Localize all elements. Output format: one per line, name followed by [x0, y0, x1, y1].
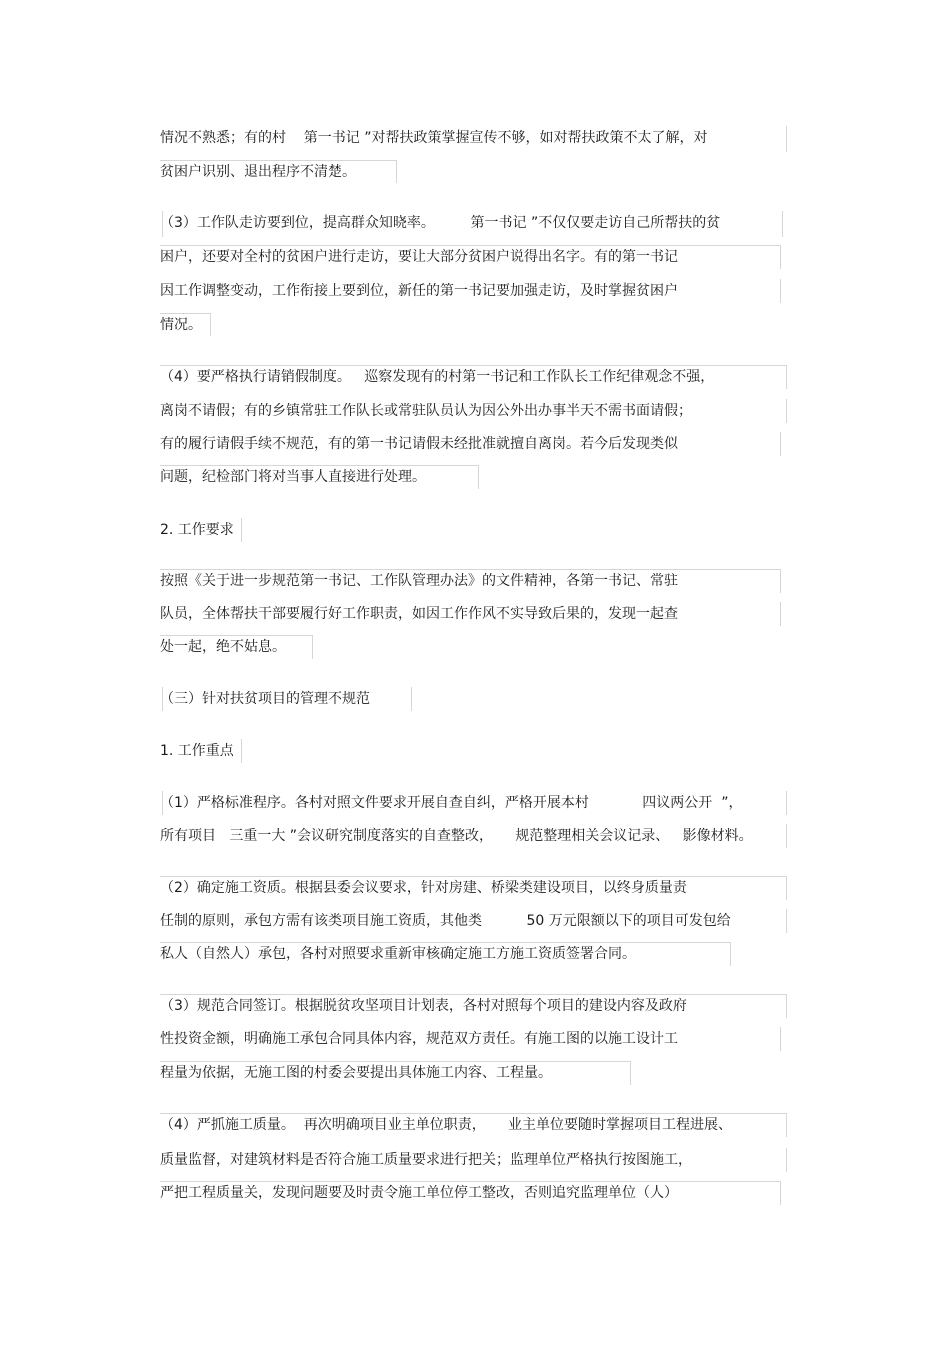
- scan-artifact-rule: [786, 1113, 787, 1137]
- scan-artifact-rule: [780, 1027, 781, 1051]
- scan-artifact-rule: [786, 365, 787, 389]
- scan-artifact-rule: [160, 245, 780, 246]
- scan-artifact-rule: [478, 465, 479, 489]
- text-line: 有的履行请假手续不规范，有的第一书记请假未经批准就擅自离岗。若今后发现类似: [160, 436, 678, 452]
- scan-artifact-rule: [786, 994, 787, 1018]
- text-line: 离岗不请假；有的乡镇常驻工作队长或常驻队员认为因公外出办事半天不需书面请假；: [160, 403, 692, 419]
- text-line: 按照《关于进一步规范第一书记、工作队管理办法》的文件精神，各第一书记、常驻: [160, 573, 678, 589]
- scan-artifact-rule: [160, 465, 478, 466]
- scan-artifact-rule: [630, 1061, 631, 1085]
- scan-artifact-rule: [210, 313, 211, 336]
- scan-artifact-rule: [780, 279, 781, 303]
- text-line: 程量为依据，无施工图的村委会要提出具体施工内容、工程量。: [160, 1065, 552, 1081]
- scan-artifact-rule: [396, 160, 397, 183]
- text-line: 所有项目 三重一大 ”会议研究制度落实的自查整改， 规范整理相关会议记录、 影像材料。: [160, 828, 753, 844]
- text-line: 困户，还要对全村的贫困户进行走访，要让大部分贫困户说得出名字。有的第一书记: [160, 249, 678, 265]
- scan-artifact-rule: [160, 876, 786, 877]
- scan-artifact-rule: [786, 791, 787, 815]
- text-line: （3）规范合同签订。根据脱贫攻坚项目计划表，各村对照每个项目的建设内容及政府: [160, 998, 687, 1014]
- text-line: 质量监督，对建筑材料是否符合施工质量要求进行把关；监理单位严格执行按图施工，: [160, 1152, 692, 1168]
- scan-artifact-rule: [780, 602, 781, 626]
- scan-artifact-rule: [730, 942, 731, 966]
- scan-artifact-rule: [780, 569, 781, 593]
- scan-artifact-rule: [160, 942, 730, 943]
- text-line: 处一起，绝不姑息。: [160, 639, 286, 655]
- scan-artifact-rule: [786, 909, 787, 933]
- scan-artifact-rule: [160, 569, 780, 570]
- text-line: （4）要严格执行请销假制度。 巡察发现有的村第一书记和工作队长工作纪律观念不强，: [160, 369, 715, 385]
- scan-artifact-rule: [241, 739, 242, 763]
- scan-artifact-rule: [786, 824, 787, 848]
- text-line: 问题，纪检部门将对当事人直接进行处理。: [160, 469, 426, 485]
- text-line: 情况不熟悉；有的村 第一书记 ”对帮扶政策掌握宣传不够，如对帮扶政策不太了解，对: [160, 130, 708, 146]
- text-line: 严把工程质量关，发现问题要及时责令施工单位停工整改，否则追究监理单位（人）: [160, 1185, 678, 1201]
- scan-artifact-rule: [160, 1181, 780, 1182]
- text-line: 任制的原则，承包方需有该类项目施工资质，其他类 50 万元限额以下的项目可发包给: [160, 913, 731, 929]
- scan-artifact-rule: [160, 994, 786, 995]
- text-line: （4）严抓施工质量。 再次明确项目业主单位职责， 业主单位要随时掌握项目工程进展、: [160, 1117, 733, 1133]
- text-line: （1）严格标准程序。各村对照文件要求开展自查自纠，严格开展本村 四议两公开 ”，: [160, 795, 743, 811]
- scan-artifact-rule: [411, 687, 412, 711]
- scan-artifact-rule: [786, 126, 787, 152]
- scan-artifact-rule: [160, 635, 312, 636]
- scan-artifact-rule: [786, 876, 787, 900]
- text-line: 私人（自然人）承包，各村对照要求重新审核确定施工方施工资质签署合同。: [160, 946, 636, 962]
- text-line: 因工作调整变动，工作衔接上要到位，新任的第一书记要加强走访，及时掌握贫困户: [160, 283, 678, 299]
- text-line: （2）确定施工资质。根据县委会议要求，针对房建、桥梁类建设项目，以终身质量责: [160, 880, 687, 896]
- text-line: 贫困户识别、退出程序不清楚。: [160, 164, 356, 180]
- text-line: 队员，全体帮扶干部要履行好工作职责，如因工作作风不实导致后果的，发现一起查: [160, 606, 678, 622]
- text-line: （3）工作队走访要到位，提高群众知晓率。 第一书记 ”不仅仅要走访自己所帮扶的贫: [160, 215, 721, 231]
- section-heading: 1. 工作重点: [160, 743, 234, 759]
- scan-artifact-rule: [241, 518, 242, 542]
- scan-artifact-rule: [786, 1148, 787, 1172]
- scan-artifact-rule: [780, 432, 781, 456]
- scan-artifact-rule: [782, 211, 783, 237]
- section-heading: 2. 工作要求: [160, 522, 234, 538]
- scan-artifact-rule: [780, 1181, 781, 1205]
- scan-artifact-rule: [780, 245, 781, 269]
- scan-artifact-rule: [160, 313, 210, 314]
- scan-artifact-rule: [160, 1061, 630, 1062]
- scan-artifact-rule: [160, 365, 786, 366]
- text-line: 性投资金额，明确施工承包合同具体内容，规范双方责任。有施工图的以施工设计工: [160, 1031, 678, 1047]
- scan-artifact-rule: [162, 791, 163, 815]
- scan-artifact-rule: [162, 211, 163, 237]
- scan-artifact-rule: [312, 635, 313, 659]
- section-heading: （三）针对扶贫项目的管理不规范: [160, 691, 370, 707]
- scan-artifact-rule: [162, 687, 163, 711]
- scan-artifact-rule: [160, 1113, 786, 1114]
- scan-artifact-rule: [786, 399, 787, 423]
- scan-artifact-rule: [160, 160, 396, 161]
- text-line: 情况。: [160, 317, 202, 333]
